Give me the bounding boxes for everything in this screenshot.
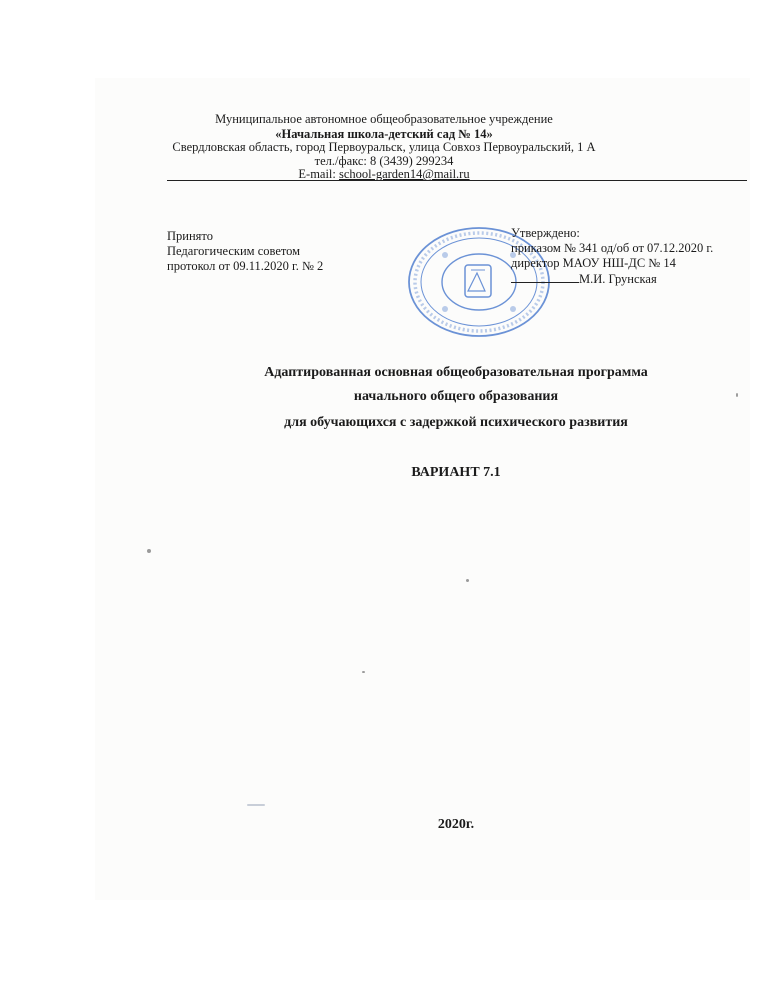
scan-speck — [247, 804, 265, 806]
accepted-council: Педагогическим советом — [167, 244, 301, 258]
email-label: E-mail: — [298, 167, 340, 181]
institution-phone: тел./факс: 8 (3439) 299234 — [314, 154, 454, 168]
signature-blank — [511, 271, 579, 283]
approved-block — [511, 226, 713, 287]
approved-title: Утверждено: — [511, 226, 580, 240]
approved-director: директор МАОУ НШ-ДС № 14 — [511, 256, 676, 270]
program-variant: ВАРИАНТ 7.1 — [411, 465, 501, 480]
accepted-protocol: протокол от 09.11.2020 г. № 2 — [167, 259, 324, 273]
accepted-title: Принято — [167, 229, 213, 243]
approved-order: приказом № 341 од/об от 07.12.2020 г. — [511, 241, 714, 255]
scan-speck — [147, 549, 151, 553]
scan-speck — [736, 393, 738, 397]
institution-address: Свердловская область, город Первоуральск, улица Совхоз Первоуральский, 1 А — [172, 140, 596, 154]
document-year: 2020г. — [437, 817, 475, 832]
scan-speck — [466, 579, 469, 582]
email-link[interactable]: school-garden14@mail.ru — [339, 167, 470, 181]
header-divider — [167, 180, 747, 181]
director-name: М.И. Грунская — [579, 272, 657, 286]
institution-type: Муниципальное автономное общеобразовательное учреждение — [215, 112, 553, 126]
scan-speck — [362, 671, 365, 673]
accepted-block — [167, 229, 323, 274]
program-title-line-3: для обучающихся с задержкой психического развития — [284, 415, 628, 430]
program-title-line-2: начального общего образования — [353, 389, 559, 404]
approved-signature-line — [511, 271, 713, 287]
document-page — [95, 78, 750, 900]
institution-name: «Начальная школа-детский сад № 14» — [275, 127, 493, 141]
program-title-line-1: Адаптированная основная общеобразовательная программа — [264, 365, 648, 380]
